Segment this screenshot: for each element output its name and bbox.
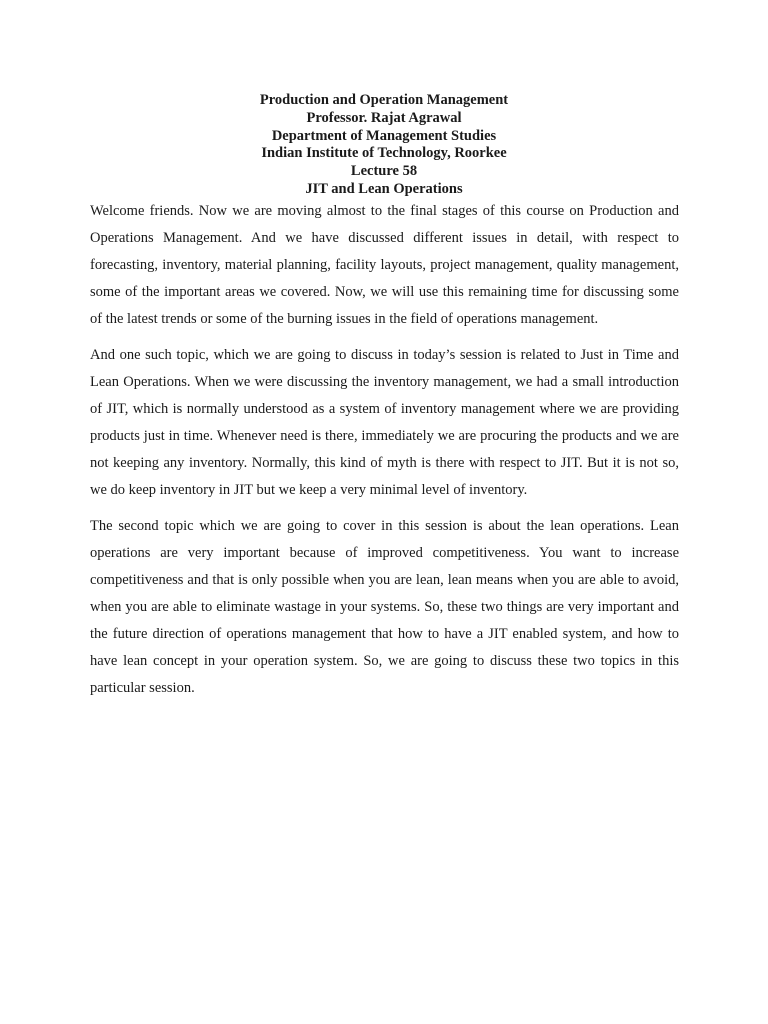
paragraph-1: Welcome friends. Now we are moving almost to the final stages of this course on Production and Operations Management. And we have discussed different issues in detail, with respect to forecasting, inventory, material planning, facility layouts, project management, quality management, some of the important areas we covered. Now, we will use this remaining time for discussing some of the latest trends or some of the burning issues in the field of operations management.	[90, 203, 679, 327]
lecture-transcript	[90, 198, 679, 711]
lecture-header	[0, 92, 768, 199]
paragraph-2: And one such topic, which we are going to discuss in today’s session is related to Just in Time and Lean Operations. When we were discussing the inventory management, we had a small introduction of JIT, which is normally understood as a system of inventory management where we are providing products just in time. Whenever need is there, immediately we are procuring the products and we are not keeping any inventory. Normally, this kind of myth is there with respect to JIT. But it is not so, we do keep inventory in JIT but we keep a very minimal level of inventory.	[90, 347, 679, 498]
institute-name: Indian Institute of Technology, Roorkee	[261, 145, 507, 162]
lecture-number: Lecture 58	[350, 163, 418, 180]
course-title: Production and Operation Management	[259, 92, 509, 108]
department-name: Department of Management Studies	[271, 127, 497, 144]
lecture-topic: JIT and Lean Operations	[305, 180, 463, 197]
professor-name: Professor. Rajat Agrawal	[306, 109, 462, 126]
paragraph-3: The second topic which we are going to cover in this session is about the lean operations. Lean operations are very important because of improved competitiveness. You want to increase competitiveness and that is only possible when you are lean, lean means when you are able to avoid, when you are able to eliminate wastage in your systems. So, these two things are very important and the future direction of operations management that how to have a JIT enabled system, and how to have lean concept in your operation system. So, we are going to discuss these two topics in this particular session.	[90, 518, 679, 696]
